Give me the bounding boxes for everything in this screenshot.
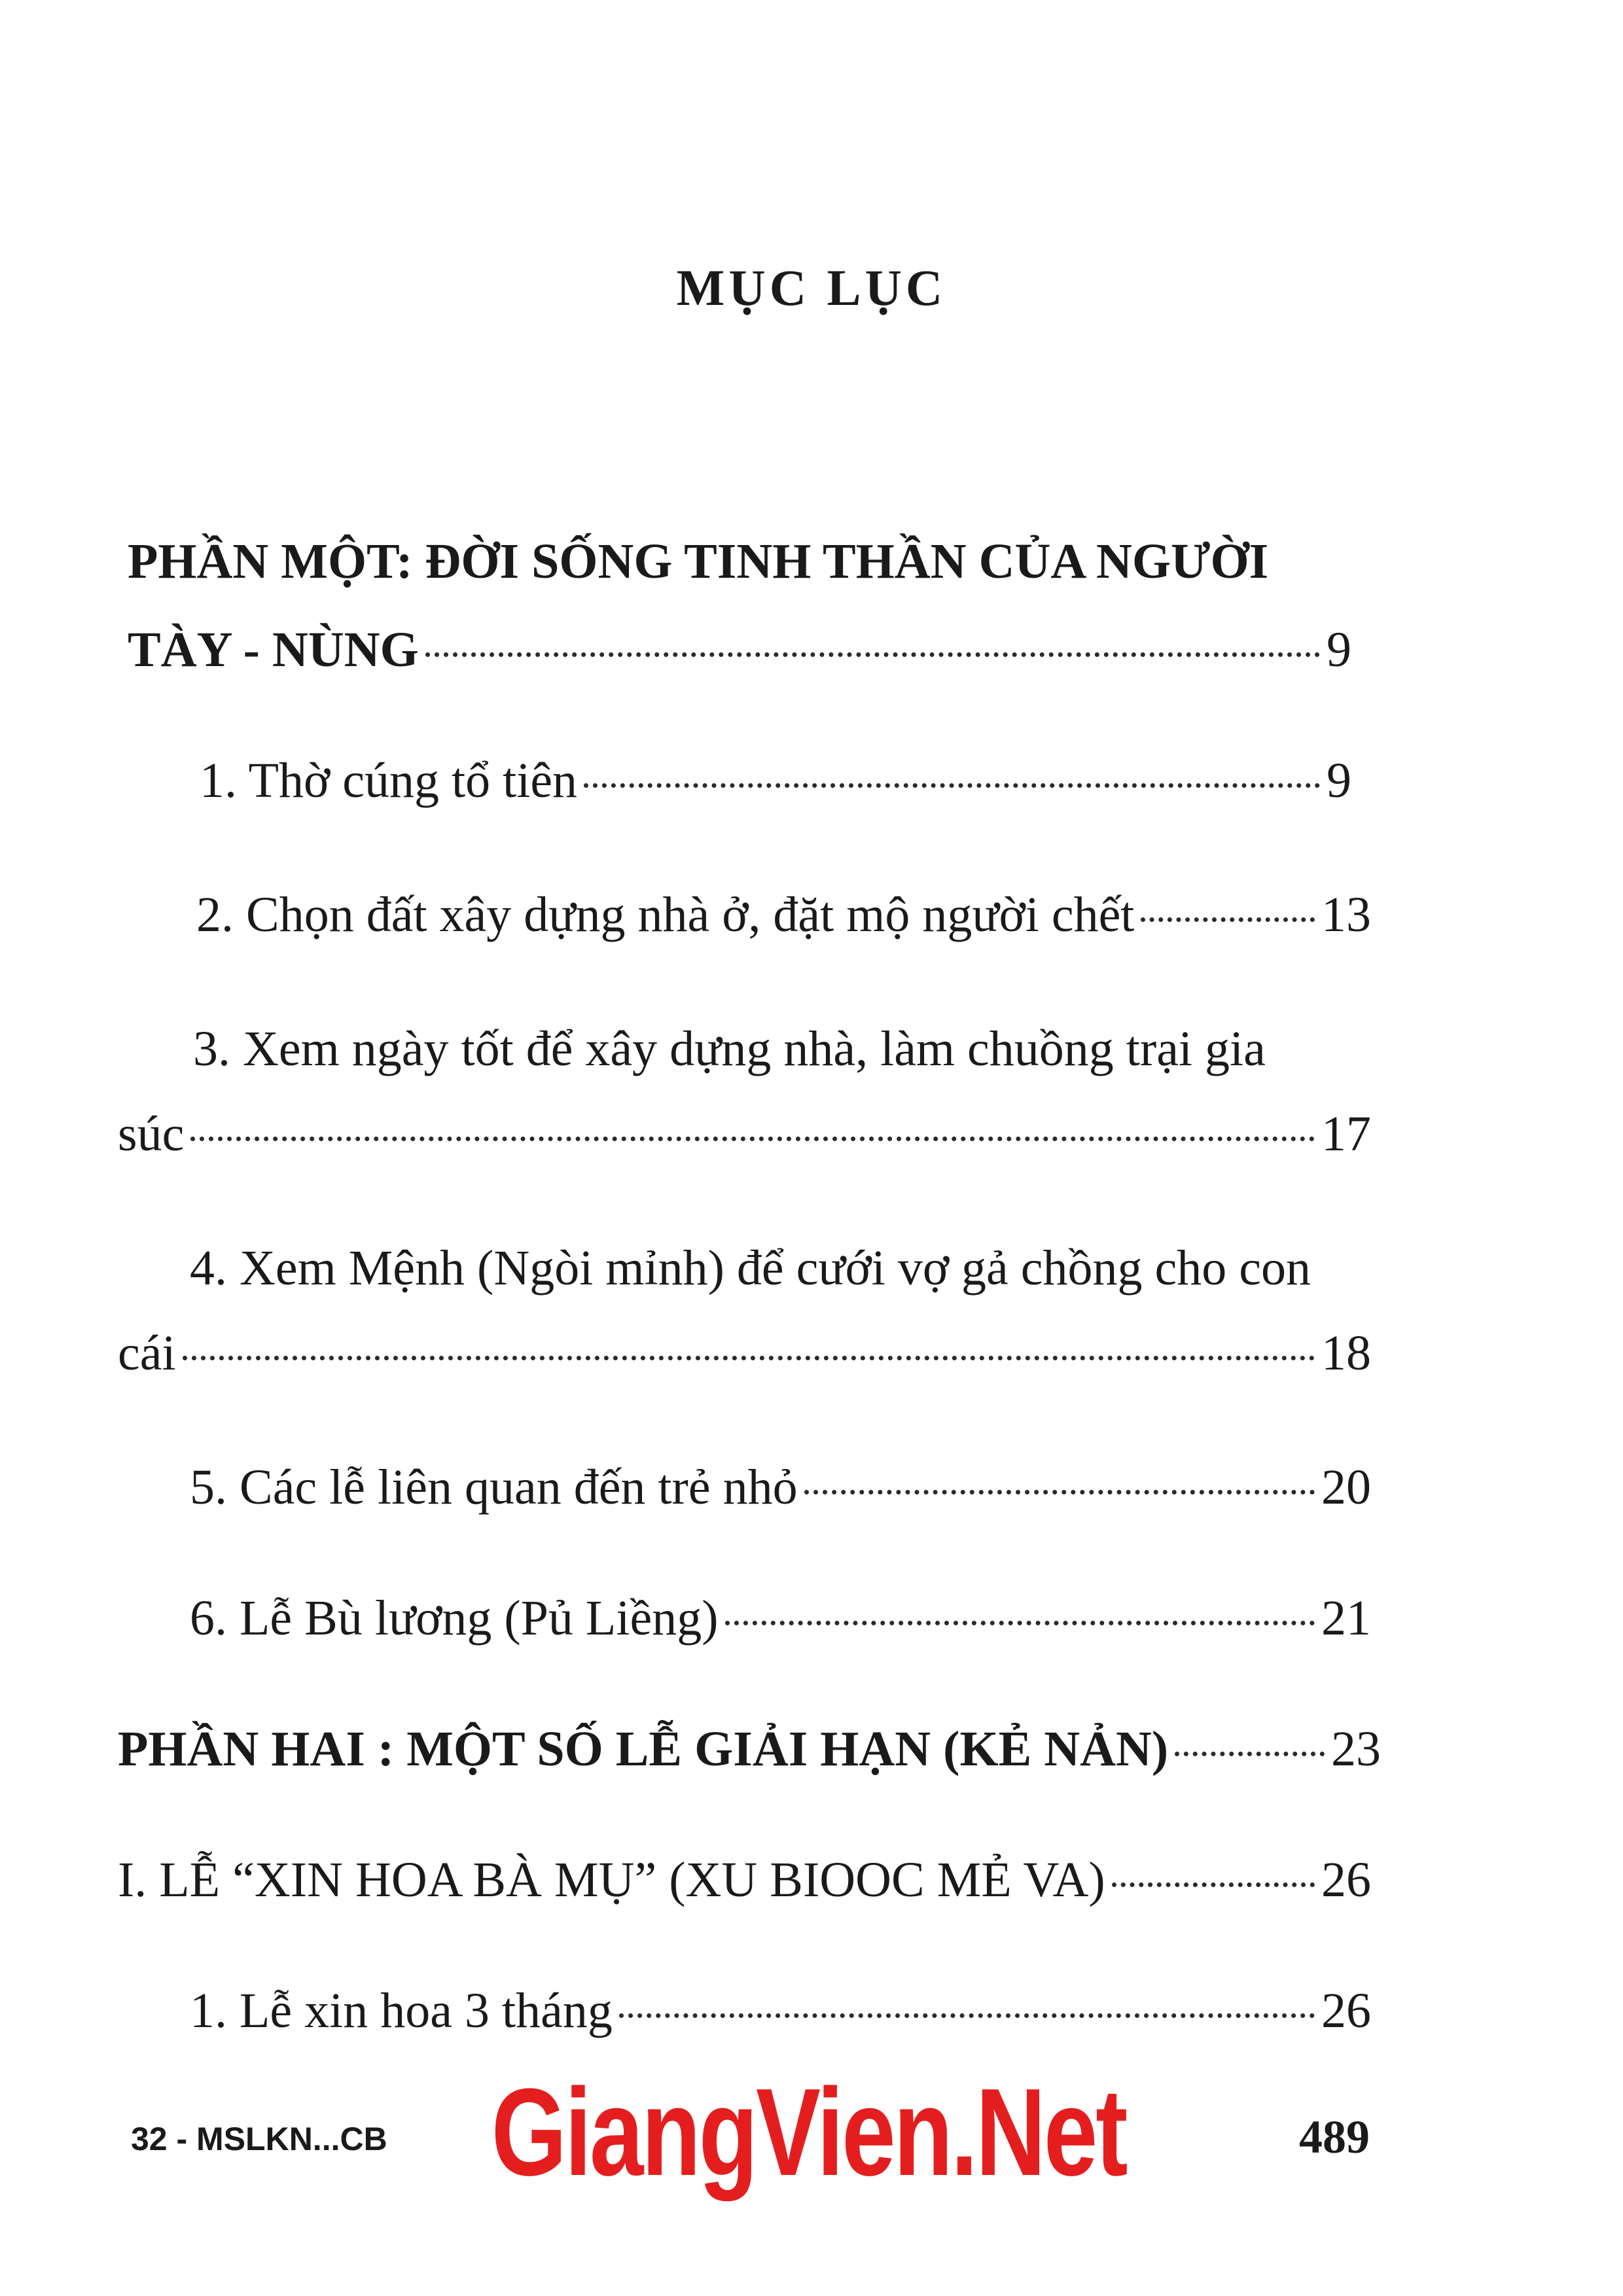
printer-signature: 32 - MSLKN...CB (131, 2121, 387, 2157)
toc-entry-bu-luong[interactable] (190, 1590, 1371, 1647)
toc-entry-label: TÀY - NÙNG (128, 622, 419, 677)
toc-entry-page: 26 (1321, 1983, 1371, 2038)
toc-dot-leader (190, 1137, 1315, 1141)
toc-entry-page: 13 (1321, 887, 1371, 942)
toc-entry-fate-line1: 4. Xem Mệnh (Ngòi mỉnh) để cưới vợ gả chồng cho con (190, 1241, 1311, 1296)
toc-dot-leader (584, 783, 1320, 788)
toc-entry-page: 23 (1331, 1722, 1381, 1776)
toc-entry-xin-hoa-ba-mu[interactable] (118, 1852, 1371, 1909)
toc-entry-good-day[interactable] (118, 1106, 1371, 1163)
toc-entry-good-day-line1: 3. Xem ngày tốt để xây dựng nhà, làm chuồng trại gia (193, 1021, 1266, 1076)
toc-entry-label: súc (118, 1106, 185, 1161)
toc-part-one-heading: PHẦN MỘT: ĐỜI SỐNG TINH THẦN CỦA NGƯỜI (128, 534, 1269, 589)
toc-dot-leader (183, 1356, 1315, 1360)
toc-entry-fate[interactable] (118, 1325, 1371, 1382)
watermark-text: GiangVien.Net (491, 2063, 1126, 2202)
toc-entry-label: 6. Lễ Bù lương (Pủ Liềng) (190, 1591, 719, 1646)
toc-entry-choose-land[interactable] (196, 887, 1371, 944)
toc-entry-page: 9 (1327, 622, 1351, 677)
toc-entry-page: 26 (1321, 1852, 1371, 1907)
toc-entry-ancestor-worship[interactable] (200, 752, 1351, 809)
toc-entry-label: I. LỄ “XIN HOA BÀ MỤ” (XU BIOOC MẺ VA) (118, 1852, 1105, 1907)
toc-entry-part-two[interactable] (118, 1721, 1381, 1778)
toc-dot-leader (1112, 1882, 1315, 1887)
toc-entry-label: PHẦN HAI : MỘT SỐ LỄ GIẢI HẠN (KẺ NẢN) (118, 1722, 1169, 1776)
toc-dot-leader (725, 1621, 1315, 1625)
page-number: 489 (1299, 2111, 1370, 2163)
toc-entry-label: 5. Các lễ liên quan đến trẻ nhỏ (190, 1460, 798, 1515)
toc-entry-part-one[interactable] (128, 622, 1351, 679)
toc-entry-label: 2. Chọn đất xây dựng nhà ở, đặt mộ người chết (196, 887, 1135, 942)
toc-entry-children-rites[interactable] (190, 1459, 1371, 1516)
toc-dot-leader (619, 2013, 1315, 2018)
toc-dot-leader (1175, 1752, 1325, 1756)
toc-entry-label: cái (118, 1326, 176, 1381)
toc-entry-label: 1. Thờ cúng tổ tiên (200, 753, 578, 808)
toc-dot-leader (425, 652, 1320, 657)
toc-entry-label: 1. Lễ xin hoa 3 tháng (190, 1983, 613, 2038)
toc-entry-page: 20 (1321, 1460, 1371, 1515)
toc-dot-leader (1141, 917, 1315, 922)
toc-entry-page: 9 (1327, 753, 1351, 808)
page-title: MỤC LỤC (676, 259, 947, 316)
toc-entry-page: 21 (1321, 1591, 1371, 1646)
toc-dot-leader (804, 1490, 1315, 1494)
toc-entry-page: 18 (1321, 1326, 1371, 1381)
toc-entry-page: 17 (1321, 1106, 1371, 1161)
toc-entry-xin-hoa-3-thang[interactable] (190, 1983, 1371, 2040)
